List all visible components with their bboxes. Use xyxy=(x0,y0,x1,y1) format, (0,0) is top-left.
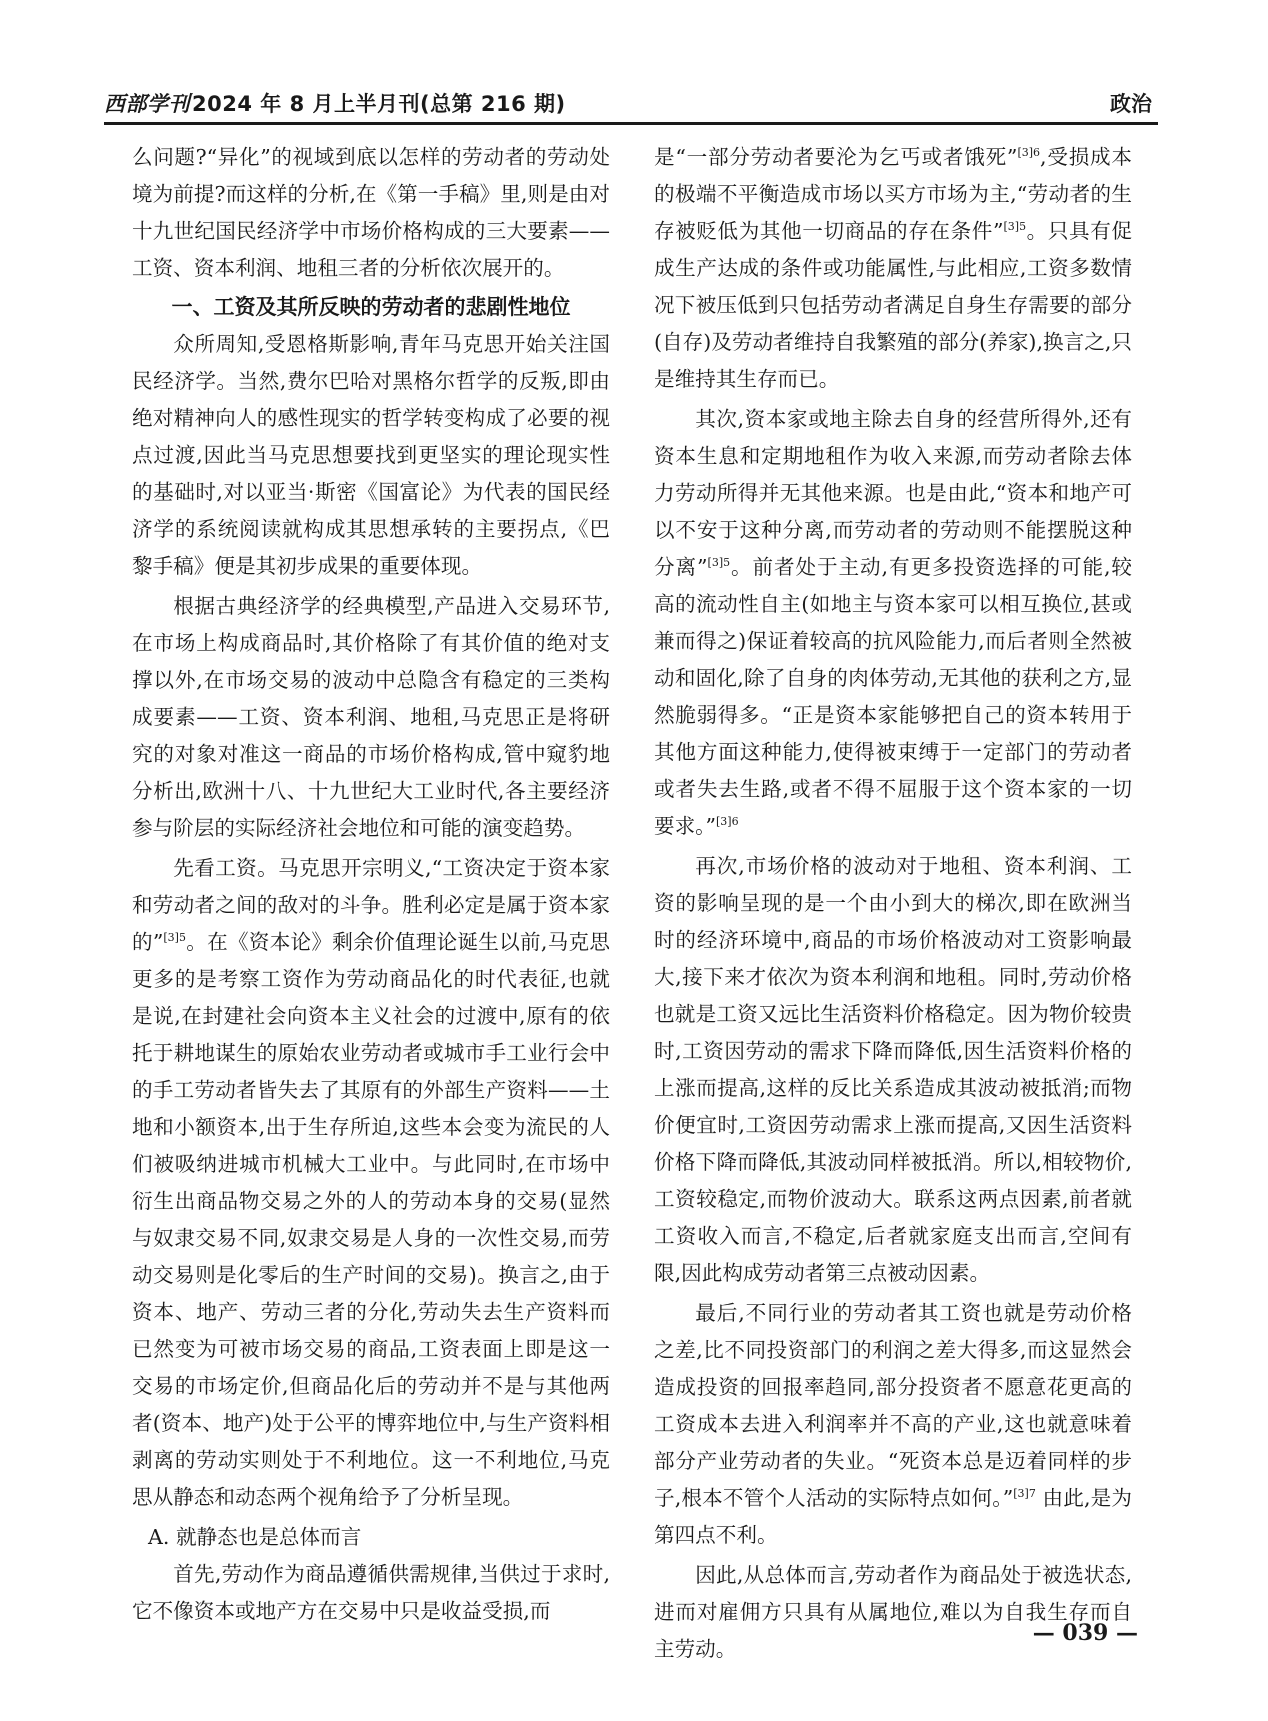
paragraph: 众所周知,受恩格斯影响,青年马克思开始关注国民经济学。当然,费尔巴哈对黑格尔哲学的反叛,即由绝对精神向人的感性现实的哲学转变构成了必要的视点过渡,因此当马克思想要找到更坚实的理论现实性的基础时,对以亚当·斯密《国富论》为代表的国民经济学的系统阅读就构成其思想承转的主要拐点,《巴黎手稿》便是其初步成果的重要体现。 xyxy=(132,332,610,578)
section-label: 政治 xyxy=(1110,92,1152,116)
citation: [3]5 xyxy=(707,556,731,570)
page-number: — 039 — xyxy=(1032,1620,1138,1646)
paragraph xyxy=(654,1295,1132,1554)
paragraph-text: 由此,是为第四点不利。 xyxy=(654,1486,1132,1547)
page-header xyxy=(104,86,1158,120)
paragraph-text: ,受损成本的极端不平衡造成市场以买方市场为主,“劳动者的生存被贬低为其他一切商品的存在条件” xyxy=(654,145,1133,243)
section-heading: 一、工资及其所反映的劳动者的悲剧性地位 xyxy=(171,295,571,319)
citation: [3]7 xyxy=(1013,1487,1036,1501)
paragraph-text: 。前者处于主动,有更多投资选择的可能,较高的流动性自主(如地主与资本家可以相互换位,甚或兼而得之)保证着较高的抗风险能力,而后者则全然被动和固化,除了自身的肉体劳动,无其他的获利之方,显然脆弱得多。“正是资本家能够把自己的资本转用于其他方面这种能力,使得被束缚于一定部门的劳动者或者失去生路,或者不得不屈服于这个资本家的一切要求。” xyxy=(654,555,1132,838)
paragraph xyxy=(654,401,1132,845)
paragraph xyxy=(654,139,1132,398)
citation: [3]5 xyxy=(163,931,186,945)
paragraph: 因此,从总体而言,劳动者作为商品处于被选状态,进而对雇佣方只具有从属地位,难以为自我生存而自主劳动。 xyxy=(654,1563,1132,1661)
paragraph: 根据古典经济学的经典模型,产品进入交易环节,在市场上构成商品时,其价格除了有其价值的绝对支撑以外,在市场交易的波动中总隐含有稳定的三类构成要素——工资、资本利润、地租,马克思正是将研究的对象对准这一商品的市场价格构成,管中窥豹地分析出,欧洲十八、十九世纪大工业时代,各主要经济参与阶层的实际经济社会地位和可能的演变趋势。 xyxy=(132,594,610,840)
right-column xyxy=(654,139,1132,1668)
paragraph-text: 。在《资本论》剩余价值理论诞生以前,马克思更多的是考察工资作为劳动商品化的时代表征,也就是说,在封建社会向资本主义社会的过渡中,原有的依托于耕地谋生的原始农业劳动者或城市手工业行会中的手工劳动者皆失去了其原有的外部生产资料——土地和小额资本,出于生存所迫,这些本会变为流民的人们被吸纳进城市机械大工业中。与此同时,在市场中衍生出商品物交易之外的人的劳动本身的交易(显然与奴隶交易不同,奴隶交易是人身的一次性交易,而劳动交易则是化零后的生产时间的交易)。换言之,由于资本、地产、劳动三者的分化,劳动失去生产资料而已然变为可被市场交易的商品,工资表面上即是这一交易的市场定价,但商品化后的劳动并不是与其他两者(资本、地产)处于公平的博弈地位中,与生产资料相剥离的劳动实则处于不利地位。这一不利地位,马克思从静态和动态两个视角给予了分析呈现。 xyxy=(132,930,610,1509)
citation: [3]5 xyxy=(1003,220,1027,234)
paragraph: 首先,劳动作为商品遵循供需规律,当供过于求时,它不像资本或地产方在交易中只是收益受损,而 xyxy=(132,1562,610,1623)
paragraph: 么问题?“异化”的视域到底以怎样的劳动者的劳动处境为前提?而这样的分析,在《第一手稿》里,则是由对十九世纪国民经济学中市场价格构成的三大要素——工资、资本利润、地租三者的分析依次展开的。 xyxy=(132,145,610,280)
paragraph-text: 最后,不同行业的劳动者其工资也就是劳动价格之差,比不同投资部门的利润之差大得多,而这显然会造成投资的回报率趋同,部分投资者不愿意花更高的工资成本去进入利润率并不高的产业,这也就意味着部分产业劳动者的失业。“死资本总是迈着同样的步子,根本不管个人活动的实际特点如何。” xyxy=(654,1301,1132,1510)
journal-logo: 西部学刊 xyxy=(104,91,190,116)
paragraph-text: 是“一部分劳动者要沦为乞丐或者饿死” xyxy=(654,145,1018,169)
paragraph: 再次,市场价格的波动对于地租、资本利润、工资的影响呈现的是一个由小到大的梯次,即在欧洲当时的经济环境中,商品的市场价格波动对工资影响最大,接下来才依次为资本利润和地租。同时,劳动价格也就是工资又远比生活资料价格稳定。因为物价较贵时,工资因劳动的需求下降而降低,因生活资料价格的上涨而提高,这样的反比关系造成其波动被抵消;而物价便宜时,工资因劳动需求上涨而提高,又因生活资料价格下降而降低,其波动同样被抵消。所以,相较物价,工资较稳定,而物价波动大。联系这两点因素,前者就工资收入而言,不稳定,后者就家庭支出而言,空间有限,因此构成劳动者第三点被动因素。 xyxy=(654,854,1132,1285)
citation: [3]6 xyxy=(1017,146,1041,160)
journal-issue: 2024 年 8 月上半月刊(总第 216 期) xyxy=(192,92,566,116)
paragraph-text: 。只具有促成生产达成的条件或功能属性,与此相应,工资多数情况下被压低到只包括劳动者满足自身生存需要的部分(自存)及劳动者维持自我繁殖的部分(养家),换言之,只是维持其生存而已。 xyxy=(654,219,1133,391)
subheading: A. 就静态也是总体而言 xyxy=(148,1525,362,1549)
paragraph-text: 先看工资。马克思开宗明义,“工资决定于资本家和劳动者之间的敌对的斗争。胜利必定是属于资本家的” xyxy=(132,856,610,954)
journal-title xyxy=(104,88,566,118)
citation: [3]6 xyxy=(716,815,739,829)
paragraph-text: 其次,资本家或地主除去自身的经营所得外,还有资本生息和定期地租作为收入来源,而劳动者除去体力劳动所得并无其他来源。也是由此,“资本和地产可以不安于这种分离,而劳动者的劳动则不能摆脱这种分离” xyxy=(654,407,1132,579)
paragraph xyxy=(132,850,610,1516)
header-rule xyxy=(104,122,1158,125)
left-column xyxy=(132,139,610,1630)
